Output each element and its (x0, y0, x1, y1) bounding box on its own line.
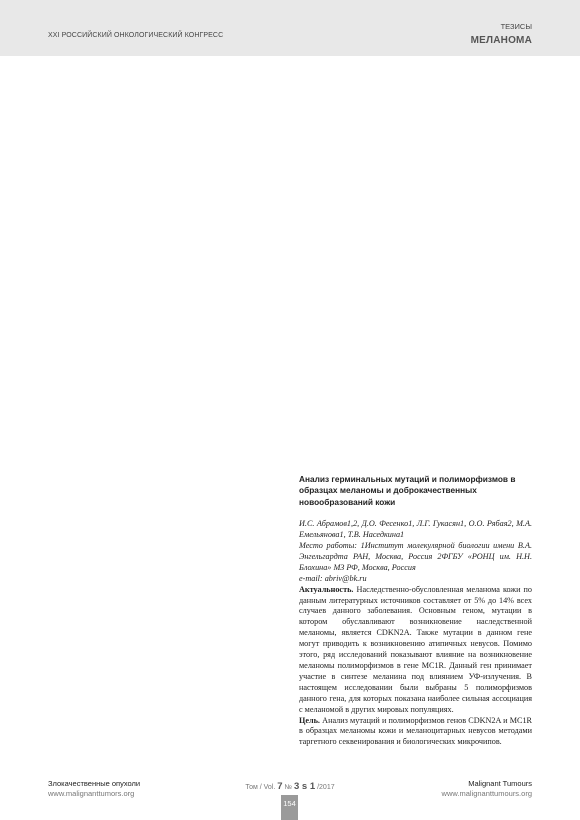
relevance-paragraph (299, 585, 532, 716)
relevance-label: Актуальность. (299, 584, 354, 594)
footer-journal-en (442, 779, 532, 799)
journal-name-ru: Злокачественные опухоли (48, 779, 141, 788)
article-email: e-mail: abriv@bk.ru (299, 573, 367, 583)
article-affiliation: Место работы: 1Институт молекулярной биологии имени В.А. Энгельгардта РАН, Москва, Россия 2ФГБУ «РОНЦ им. Н.Н. Блохина» МЗ РФ, Москва, Россия (299, 541, 532, 572)
volume-label: Том / Vol. (245, 784, 276, 791)
journal-url-en[interactable]: www.malignanttumours.org (441, 789, 532, 798)
page-number-box (281, 795, 298, 820)
congress-name: XXI РОССИЙСКИЙ ОНКОЛОГИЧЕСКИЙ КОНГРЕСС (48, 32, 224, 39)
article-title: Анализ герминальных мутаций и полиморфизмов в образцах меланомы и доброкачественных новообразований кожи (299, 474, 516, 507)
goal-label: Цель. (299, 715, 320, 725)
relevance-text: Наследственно-обусловленная меланома кожи по данным литературных источников составляет от 5% до 14% всех случаев данного заболевания. Основным геном, мутации в котором обуславливают возникновение наследственной меланомы, является CDKN2A. Также мутации в данном гене могут приводить к возникновению атипичных невусов. Помимо этого, ряд исследований показывают влияние на возникновение меланомы полиморфизмов в гене MC1R. Данный ген принимает участие в синтезе меланина под влиянием УФ-излучения. В настоящем исследовании были выбраны 5 полиморфизмов данного гена, для которых показана наиболее сильная ассоциация с меланомой в других мировых популяциях. (299, 584, 532, 714)
issue-year: /2017 (317, 784, 335, 791)
journal-url-ru[interactable]: www.malignanttumors.org (48, 789, 135, 798)
article-authors: И.С. Абрамов1,2, Д.О. Фесенко1, Л.Г. Гукасян1, О.О. Рябая2, М.А. Емельянова1, Т.В. Наседкина1 (299, 519, 532, 540)
goal-paragraph (299, 716, 532, 749)
goal-text: Анализ мутаций и полиморфизмов генов CDKN2A и MC1R в образцах меланомы кожи и меланоцитарных невусов методами таргетного секвенирования и биологических микрочипов. (299, 715, 533, 747)
page-number: 154 (283, 799, 296, 808)
section-label: ТЕЗИСЫ (500, 22, 532, 31)
issue-label: № (284, 784, 293, 791)
journal-name-en: Malignant Tumours (468, 779, 532, 788)
abstract-article (299, 474, 532, 748)
issue-number: 3 s 1 (294, 781, 316, 792)
topic-title: МЕЛАНОМА (470, 35, 532, 46)
volume-number: 7 (277, 781, 283, 792)
page-header (0, 0, 580, 56)
